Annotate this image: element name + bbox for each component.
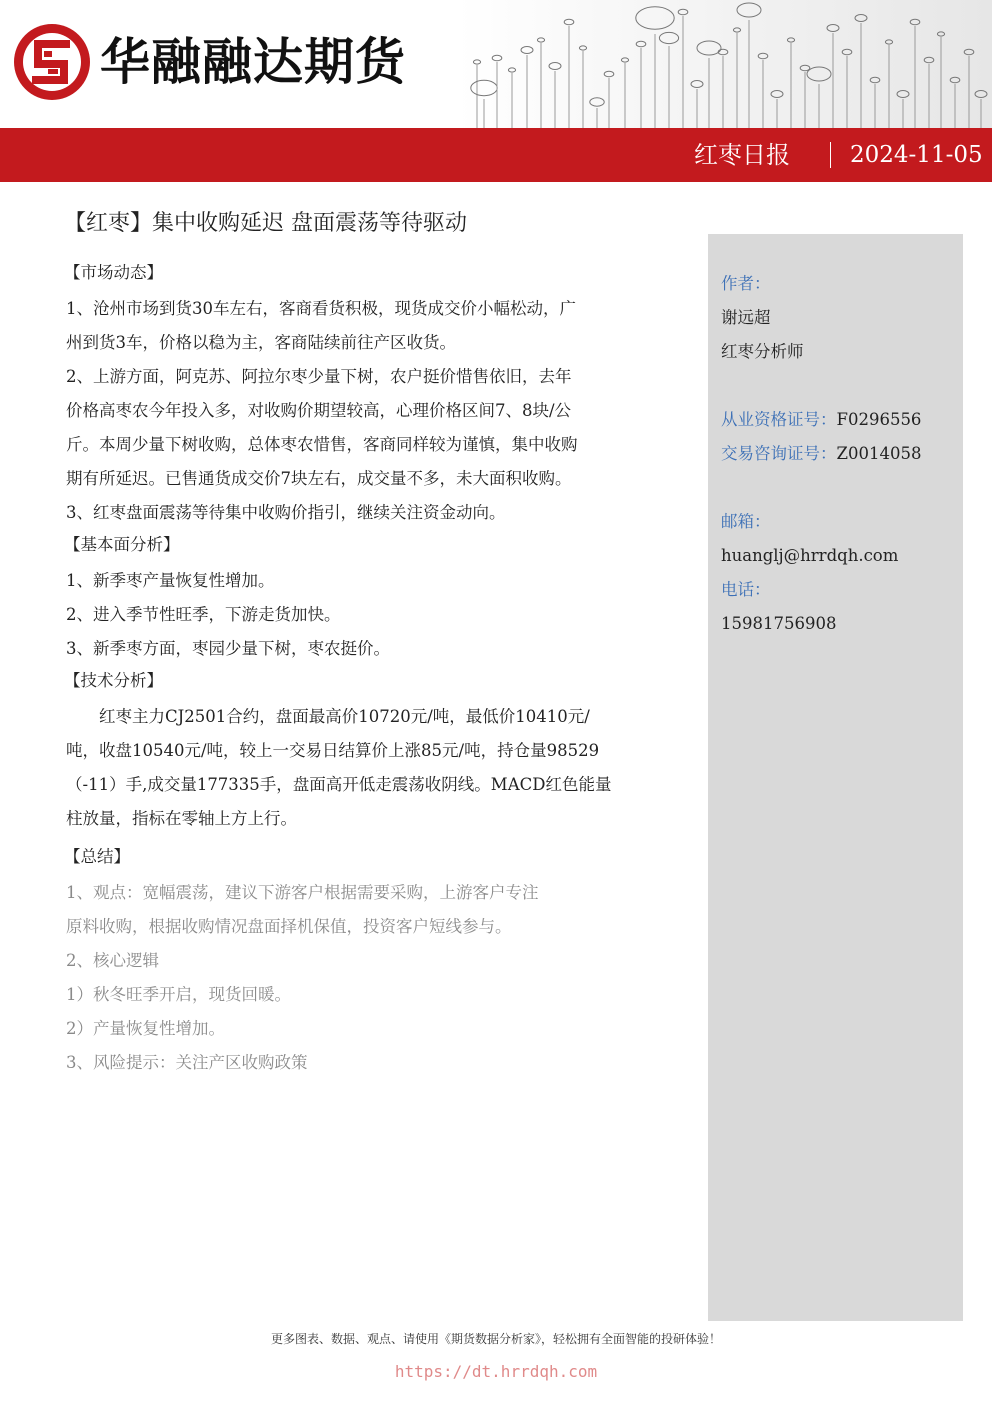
consulting-row: [721, 440, 961, 474]
article-title: 【红枣】集中收购延迟 盘面震荡等待驱动: [64, 211, 467, 236]
section-heading-fundamental: 【基本面分析】: [64, 535, 180, 554]
author-sidebar: [708, 234, 963, 1321]
phone-label: 电话：: [721, 580, 771, 599]
summary-line: 2、核心逻辑: [66, 951, 159, 970]
market-line: 期有所延迟。已售通货成交价7块左右，成交量不多，未大面积收购。: [66, 469, 572, 488]
banner-separator: [830, 142, 831, 168]
qualification-label: 从业资格证号：: [721, 410, 837, 429]
qualification-row: [721, 406, 961, 440]
summary-line: 2）产量恢复性增加。: [66, 1019, 225, 1038]
fundamental-line: 2、进入季节性旺季，下游走货加快。: [66, 605, 341, 624]
technical-line: 吨，收盘10540元/吨，较上一交易日结算价上涨85元/吨，持仓量98529: [66, 741, 600, 760]
section-heading-summary: 【总结】: [64, 847, 130, 866]
summary-line: 1、观点：宽幅震荡，建议下游客户根据需要采购，上游客户专注: [66, 883, 539, 902]
phone-value: 15981756908: [721, 614, 837, 633]
qualification-value: F0296556: [836, 410, 922, 429]
footer-link[interactable]: https://dt.hrrdqh.com: [394, 1362, 598, 1381]
report-banner: [0, 128, 992, 182]
technical-line: 柱放量，指标在零轴上方上行。: [66, 809, 297, 828]
author-title: 红枣分析师: [721, 342, 804, 361]
summary-line: 原料收购，根据收购情况盘面择机保值，投资客户短线参与。: [66, 917, 512, 936]
footer-promo: 更多图表、数据、观点、请使用《期货数据分析家》，轻松拥有全面智能的投研体验！: [270, 1332, 721, 1346]
market-line: 3、红枣盘面震荡等待集中收购价指引，继续关注资金动向。: [66, 503, 506, 522]
header-decoration: [457, 0, 992, 128]
company-name: 华融融达期货: [100, 33, 406, 91]
fundamental-line: 1、新季枣产量恢复性增加。: [66, 571, 275, 590]
technical-line: （-11）手,成交量177335手，盘面高开低走震荡收阴线。MACD红色能量: [66, 775, 612, 794]
report-name: 红枣日报: [694, 141, 790, 169]
section-heading-market: 【市场动态】: [64, 263, 163, 282]
summary-line: 3、风险提示：关注产区收购政策: [66, 1053, 308, 1072]
consulting-label: 交易咨询证号：: [721, 444, 837, 463]
fundamental-line: 3、新季枣方面，枣园少量下树，枣农挺价。: [66, 639, 390, 658]
market-line: 2、上游方面，阿克苏、阿拉尔枣少量下树，农户挺价惜售依旧，去年: [66, 367, 572, 386]
email-label: 邮箱：: [721, 512, 771, 531]
technical-line: 红枣主力CJ2501合约，盘面最高价10720元/吨，最低价10410元/: [99, 707, 590, 726]
market-line: 州到货3车，价格以稳为主，客商陆续前往产区收货。: [66, 333, 456, 352]
article-body: [66, 258, 656, 1080]
author-label: 作者：: [721, 274, 771, 293]
report-date: 2024-11-05: [850, 142, 983, 168]
market-line: 1、沧州市场到货30车左右，客商看货积极，现货成交价小幅松动，广: [66, 299, 576, 318]
market-line: 价格高枣农今年投入多，对收购价期望较高，心理价格区间7、8块/公: [66, 401, 572, 420]
market-line: 斤。本周少量下树收购，总体枣农惜售，客商同样较为谨慎，集中收购: [66, 435, 578, 454]
summary-line: 1）秋冬旺季开启，现货回暖。: [66, 985, 291, 1004]
page-header: [0, 0, 992, 128]
company-logo-icon: [10, 20, 94, 104]
section-heading-technical: 【技术分析】: [64, 671, 163, 690]
author-name: 谢远超: [721, 308, 771, 327]
email-value[interactable]: huanglj@hrrdqh.com: [721, 546, 899, 565]
consulting-value: Z0014058: [836, 444, 922, 463]
